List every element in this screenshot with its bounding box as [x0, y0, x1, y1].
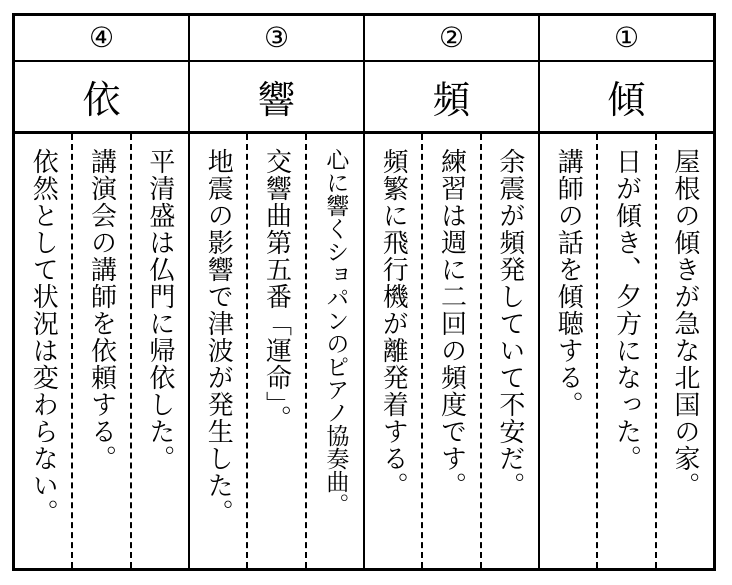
example-sentence: 頻繁に飛行機が離発着する。 — [365, 134, 423, 568]
column-2 — [363, 16, 538, 568]
sentence-group — [540, 134, 713, 568]
column-kanji: 傾 — [540, 62, 713, 134]
example-sentence: 講師の話を傾聴する。 — [540, 134, 598, 568]
column-number: ① — [540, 16, 713, 62]
column-kanji: 頻 — [365, 62, 538, 134]
example-sentence: 地震の影響で津波が発生した。 — [190, 134, 248, 568]
column-number: ② — [365, 16, 538, 62]
column-number: ④ — [15, 16, 188, 62]
example-sentence: 心に響くショパンのピアノ協奏曲。 — [322, 148, 349, 516]
example-sentence: 講演会の講師を依頼する。 — [73, 134, 131, 568]
column-kanji: 依 — [15, 62, 188, 134]
example-sentence: 交響曲第五番「運命」。 — [248, 134, 306, 568]
sentence-group — [190, 134, 363, 568]
column-1 — [538, 16, 713, 568]
kanji-worksheet-table — [12, 13, 716, 571]
sentence-group — [15, 134, 188, 568]
column-3 — [188, 16, 363, 568]
example-sentence: 日が傾き、夕方になった。 — [598, 134, 656, 568]
column-kanji: 響 — [190, 62, 363, 134]
example-sentence: 屋根の傾きが急な北国の家。 — [669, 148, 700, 499]
example-sentence: 余震が頻発していて不安だ。 — [494, 148, 525, 499]
column-4 — [15, 16, 188, 568]
column-number: ③ — [190, 16, 363, 62]
sentence-group — [365, 134, 538, 568]
example-sentence: 練習は週に二回の頻度です。 — [423, 134, 481, 568]
example-sentence: 依然として状況は変わらない。 — [15, 134, 73, 568]
example-sentence: 平清盛は仏門に帰依した。 — [144, 148, 175, 472]
